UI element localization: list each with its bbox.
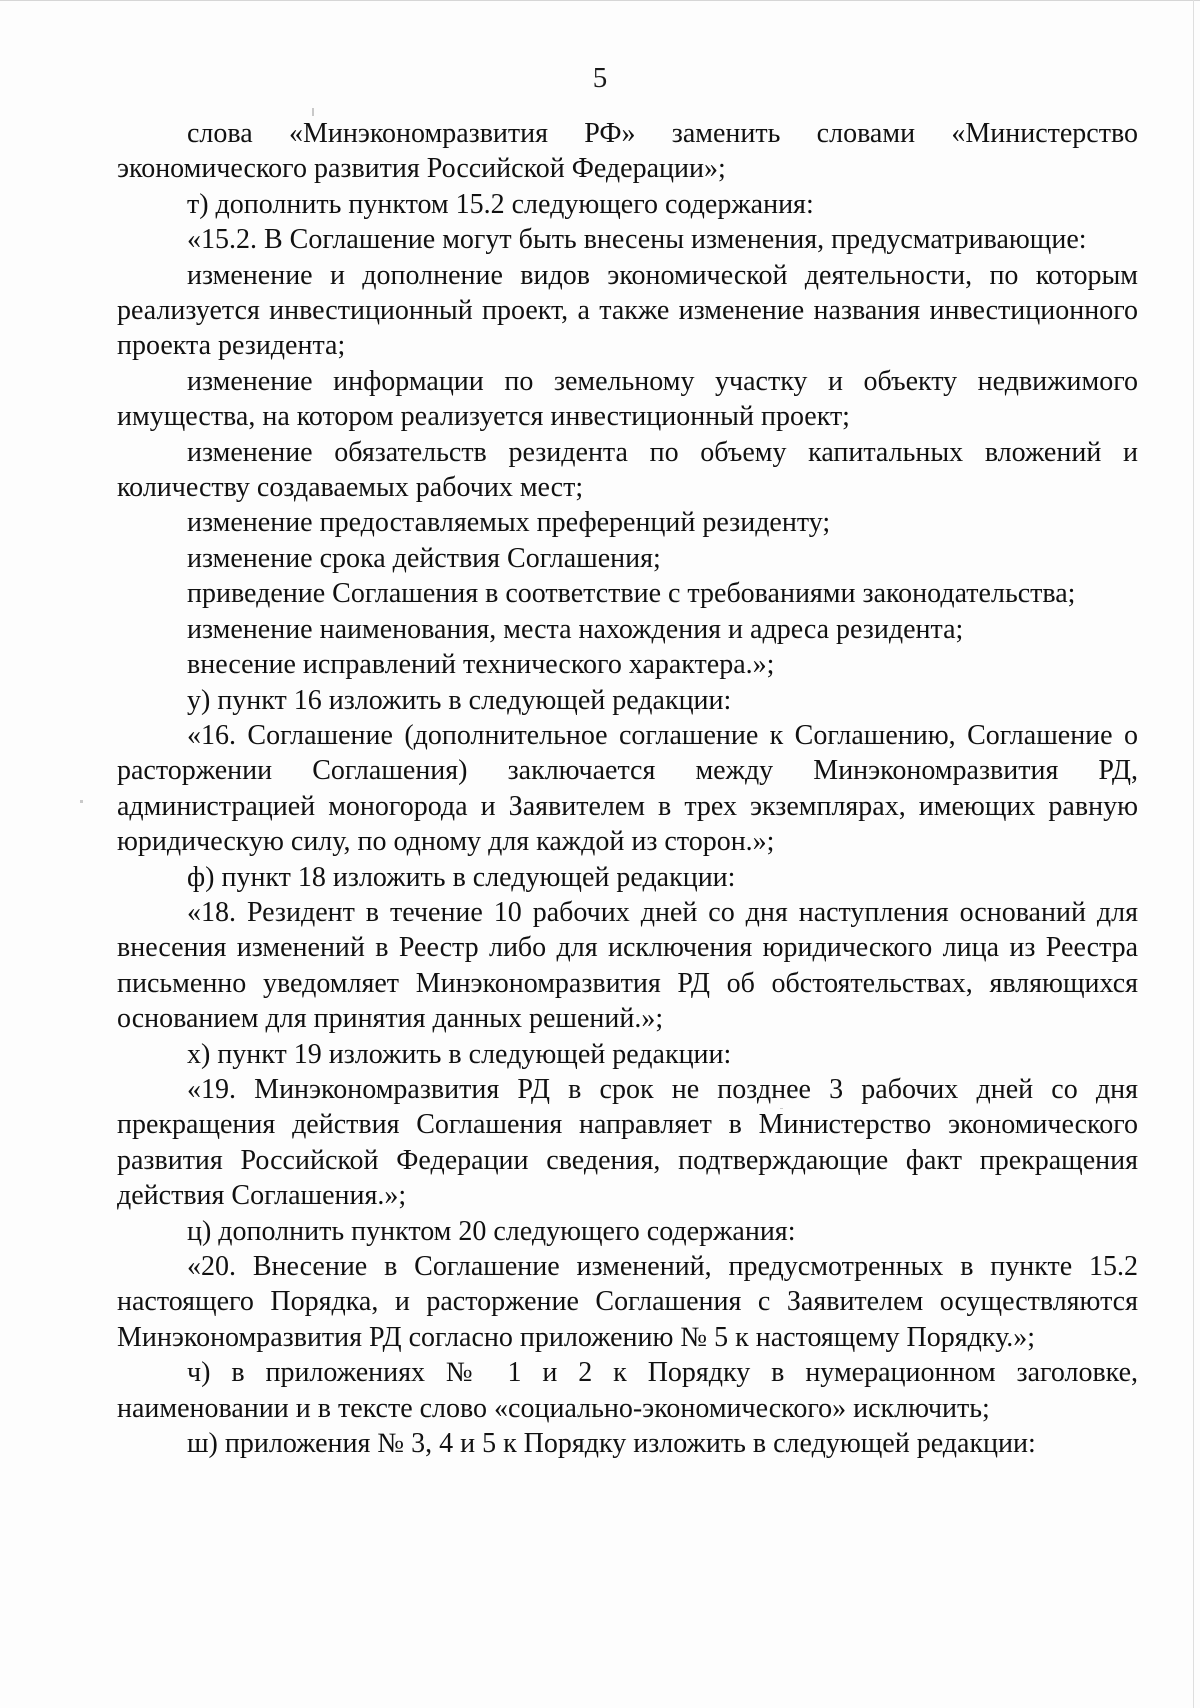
paragraph: изменение информации по земельному участку и объекту недвижимого имущества, на котором реализуется инвестиционный проект; bbox=[117, 365, 1138, 433]
scan-edge-line-right bbox=[1193, 0, 1194, 1708]
paragraph: приведение Соглашения в соответствие с требованиями законодательства; bbox=[187, 578, 1076, 610]
scan-edge-line-top bbox=[0, 0, 1200, 1]
paragraph: изменение предоставляемых преференций резиденту; bbox=[187, 507, 831, 539]
paragraph: ч) в приложениях № 1 и 2 к Порядку в нумерационном заголовке, наименовании и в тексте слово «социально-экономического» исключить; bbox=[117, 1357, 1138, 1424]
paragraph: ц) дополнить пунктом 20 следующего содержания: bbox=[187, 1215, 796, 1247]
paragraph: изменение наименования, места нахождения и адреса резидента; bbox=[187, 613, 964, 645]
paragraph: «18. Резидент в течение 10 рабочих дней со дня наступления оснований для внесения изменений в Реестр либо для исключения юридического лица из Реестра письменно уведомляет Минэкономразвития РД об обстоятельствах, являющихся основанием для принятия данных решений.»; bbox=[117, 896, 1138, 1035]
page-number: 5 bbox=[592, 62, 608, 94]
paragraph: т) дополнить пунктом 15.2 следующего содержания: bbox=[187, 188, 814, 220]
paragraph: изменение обязательств резидента по объему капитальных вложений и количеству создаваемых рабочих мест; bbox=[117, 436, 1138, 504]
paragraph: «16. Соглашение (дополнительное соглашение к Соглашению, Соглашение о расторжении Соглашения) заключается между Минэкономразвития РД, администрацией моногорода и Заявителем в трех экземплярах, имеющих равную юридическую силу, по одному для каждой из сторон.»; bbox=[117, 719, 1138, 858]
paragraph: внесение исправлений технического характера.»; bbox=[187, 649, 775, 681]
scan-speck bbox=[312, 108, 314, 116]
document-body bbox=[117, 116, 1138, 1461]
paragraph: ш) приложения № 3, 4 и 5 к Порядку изложить в следующей редакции: bbox=[187, 1428, 1036, 1460]
scan-speck bbox=[80, 800, 83, 803]
paragraph: у) пункт 16 изложить в следующей редакции: bbox=[187, 684, 732, 716]
paragraph: ф) пункт 18 изложить в следующей редакции: bbox=[187, 861, 736, 893]
paragraph: изменение срока действия Соглашения; bbox=[187, 542, 661, 574]
paragraph: х) пункт 19 изложить в следующей редакции: bbox=[187, 1038, 732, 1070]
paragraph: «19. Минэкономразвития РД в срок не позднее 3 рабочих дней со дня прекращения действия Соглашения направляет в Министерство экономического развития Российской Федерации сведения, подтверждающие факт прекращения действия Соглашения.»; bbox=[117, 1073, 1138, 1212]
paragraph: «20. Внесение в Соглашение изменений, предусмотренных в пункте 15.2 настоящего Порядка, и расторжение Соглашения с Заявителем осуществляются Минэкономразвития РД согласно приложению № 5 к настоящему Порядку.»; bbox=[117, 1251, 1138, 1353]
paragraph: изменение и дополнение видов экономической деятельности, по которым реализуется инвестиционный проект, а также изменение названия инвестиционного проекта резидента; bbox=[117, 259, 1138, 362]
paragraph: слова «Минэкономразвития РФ» заменить словами «Министерство экономического развития Российской Федерации»; bbox=[117, 118, 1138, 185]
paragraph: «15.2. В Соглашение могут быть внесены изменения, предусматривающие: bbox=[187, 224, 1087, 256]
